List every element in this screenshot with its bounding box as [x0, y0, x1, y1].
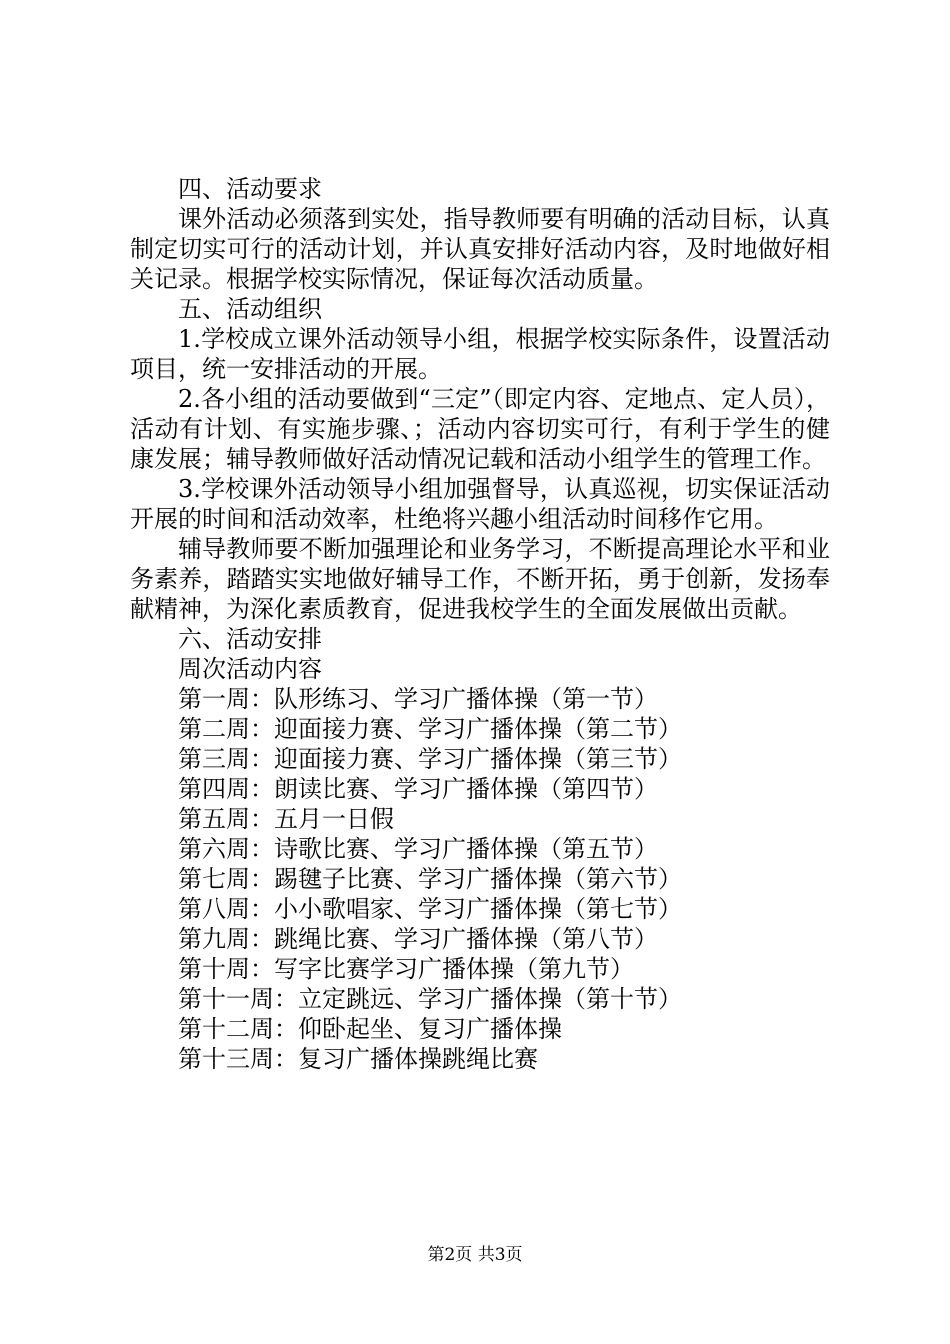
schedule-list — [130, 654, 830, 1074]
schedule-row: 第四周：朗读比赛、学习广播体操（第四节） — [178, 775, 658, 803]
paragraph-requirements: 课外活动必须落到实处，指导教师要有明确的活动目标，认真制定切实可行的活动计划，并认真安排好活动内容，及时地做好相关记录。根据学校实际情况，保证每次活动质量。 — [130, 205, 830, 293]
paragraph-organization-2: 2.各小组的活动要做到“三定”（即定内容、定地点、定人员），活动有计划、有实施步骤、；活动内容切实可行，有利于学生的健康发展；辅导教师做好活动情况记载和活动小组学生的管理工作。 — [130, 385, 830, 473]
page-number-footer: 第2页 共3页 — [427, 1245, 523, 1265]
paragraph-teachers: 辅导教师要不断加强理论和业务学习，不断提高理论水平和业务素养，踏踏实实地做好辅导工作，不断开拓，勇于创新，发扬奉献精神，为深化素质教育，促进我校学生的全面发展做出贡献。 — [130, 535, 830, 623]
heading-requirements: 四、活动要求 — [178, 175, 322, 203]
schedule-row: 第十二周：仰卧起坐、复习广播体操 — [178, 1015, 562, 1043]
schedule-row: 第十周：写字比赛学习广播体操（第九节） — [178, 955, 634, 983]
schedule-row: 第六周：诗歌比赛、学习广播体操（第五节） — [178, 835, 658, 863]
schedule-row: 第九周：跳绳比赛、学习广播体操（第八节） — [178, 925, 658, 953]
heading-schedule: 六、活动安排 — [178, 625, 322, 653]
schedule-row: 第五周：五月一日假 — [178, 805, 394, 833]
schedule-row: 第二周：迎面接力赛、学习广播体操（第二节） — [178, 715, 682, 743]
schedule-row: 第三周：迎面接力赛、学习广播体操（第三节） — [178, 745, 682, 773]
document-body — [130, 174, 830, 1074]
schedule-row: 第十一周：立定跳远、学习广播体操（第十节） — [178, 985, 682, 1013]
schedule-row: 第八周：小小歌唱家、学习广播体操（第七节） — [178, 895, 682, 923]
heading-organization: 五、活动组织 — [178, 295, 322, 323]
schedule-header: 周次活动内容 — [178, 655, 322, 683]
paragraph-organization-1: 1.学校成立课外活动领导小组，根据学校实际条件，设置活动项目，统一安排活动的开展。 — [130, 325, 830, 383]
schedule-row: 第十三周：复习广播体操跳绳比赛 — [178, 1045, 538, 1073]
schedule-row: 第七周：踢毽子比赛、学习广播体操（第六节） — [178, 865, 682, 893]
paragraph-organization-3: 3.学校课外活动领导小组加强督导，认真巡视，切实保证活动开展的时间和活动效率，杜绝将兴趣小组活动时间移作它用。 — [130, 475, 830, 533]
schedule-row: 第一周：队形练习、学习广播体操（第一节） — [178, 685, 658, 713]
